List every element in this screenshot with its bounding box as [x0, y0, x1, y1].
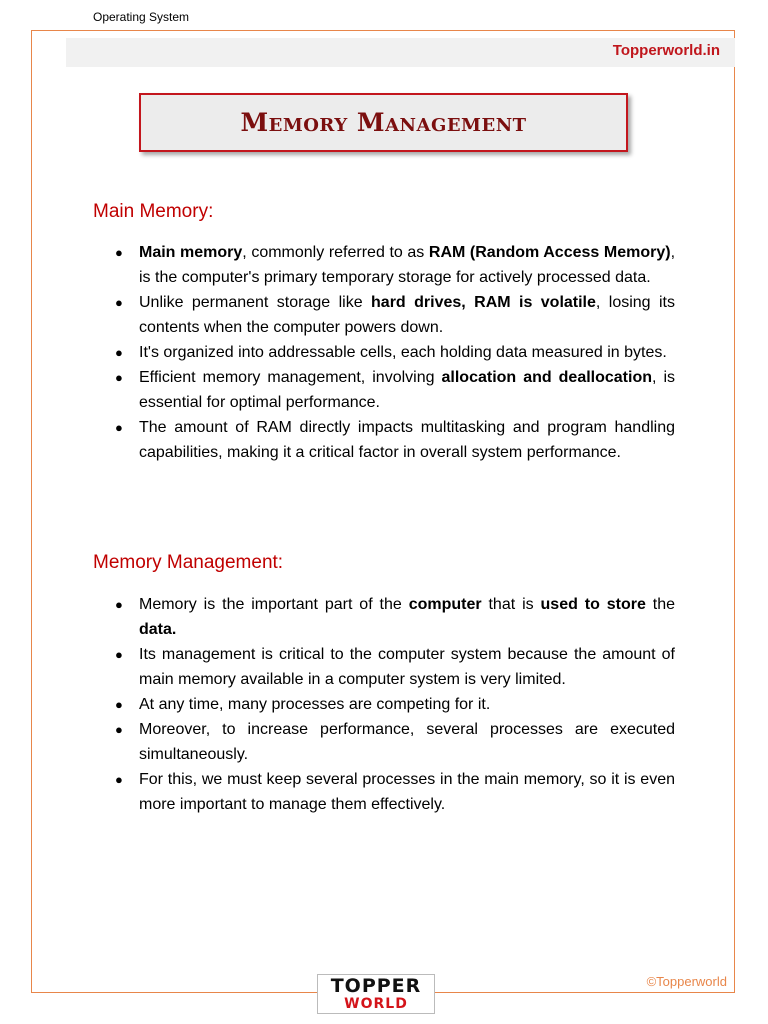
list-item: [113, 365, 675, 415]
site-link[interactable]: Topperworld.in: [612, 42, 720, 59]
text-run: The amount of RAM directly impacts multitasking and program handling capabilities, making it a critical factor in overall system performance.: [139, 419, 675, 461]
text-run: Unlike permanent storage like: [139, 294, 372, 311]
bold-text: computer: [408, 596, 482, 613]
bullet-icon: ●: [115, 597, 123, 612]
copyright-text: ©Topperworld: [646, 974, 727, 989]
text-run: It's organized into addressable cells, each holding data measured in bytes.: [139, 344, 667, 361]
list-item-text: [139, 767, 675, 817]
text-run: Efficient memory management, involving: [139, 369, 442, 386]
bullet-icon: ●: [115, 722, 123, 737]
text-run: , is the computer's primary temporary storage for actively processed data.: [139, 244, 676, 286]
list-item: [113, 592, 675, 642]
bullet-icon: ●: [115, 697, 123, 712]
text-run: that is: [481, 596, 541, 613]
bold-text: Main memory: [139, 244, 243, 261]
bullet-icon: ●: [115, 345, 123, 360]
page-border: [31, 30, 735, 993]
title-box: [139, 93, 628, 152]
main-memory-list: [113, 240, 675, 465]
text-run: Memory is the important part of the: [139, 596, 409, 613]
list-item: [113, 717, 675, 767]
list-item: [113, 415, 675, 465]
list-item-text: [139, 642, 675, 692]
list-item: [113, 240, 675, 290]
list-item: [113, 767, 675, 817]
bullet-icon: ●: [115, 370, 123, 385]
memory-management-heading: Memory Management:: [93, 552, 284, 573]
bullet-icon: ●: [115, 295, 123, 310]
list-item-text: [139, 365, 675, 415]
list-item: [113, 692, 675, 717]
bullet-icon: ●: [115, 420, 123, 435]
list-item: [113, 290, 675, 340]
list-item-text: [139, 592, 675, 642]
list-item-text: [139, 415, 675, 465]
list-item-text: [139, 240, 675, 290]
list-item-text: [139, 692, 675, 717]
bold-text: hard drives, RAM is volatile: [371, 294, 596, 311]
list-item-text: [139, 340, 675, 365]
list-item-text: [139, 290, 675, 340]
running-header: Operating System: [93, 10, 190, 24]
logo-text-bottom: WORLD: [344, 996, 408, 1012]
site-banner: [66, 38, 735, 67]
text-run: Moreover, to increase performance, several processes are executed simultaneously.: [139, 721, 675, 763]
text-run: Its management is critical to the computer system because the amount of main memory available in a computer system is very limited.: [139, 646, 675, 688]
text-run: For this, we must keep several processes in the main memory, so it is even more important to manage them effectively.: [139, 771, 675, 813]
bold-text: data.: [139, 621, 177, 638]
bullet-icon: ●: [115, 245, 123, 260]
text-run: the: [645, 596, 676, 613]
text-run: , commonly referred to as: [242, 244, 429, 261]
list-item: [113, 340, 675, 365]
topperworld-logo: [317, 974, 435, 1014]
list-item: [113, 642, 675, 692]
main-memory-heading: Main Memory:: [93, 201, 214, 222]
bullet-icon: ●: [115, 772, 123, 787]
text-run: At any time, many processes are competing for it.: [139, 696, 491, 713]
logo-text-top: TOPPER: [330, 975, 422, 997]
memory-management-list: [113, 592, 675, 817]
bold-text: RAM (Random Access Memory): [428, 244, 671, 261]
bullet-icon: ●: [115, 647, 123, 662]
text-run: , losing its contents when the computer powers down.: [139, 294, 676, 336]
bold-text: used to store: [540, 596, 646, 613]
page-title: Memory Management: [240, 108, 527, 137]
text-run: , is essential for optimal performance.: [139, 369, 676, 411]
bold-text: allocation and deallocation: [441, 369, 652, 386]
list-item-text: [139, 717, 675, 767]
